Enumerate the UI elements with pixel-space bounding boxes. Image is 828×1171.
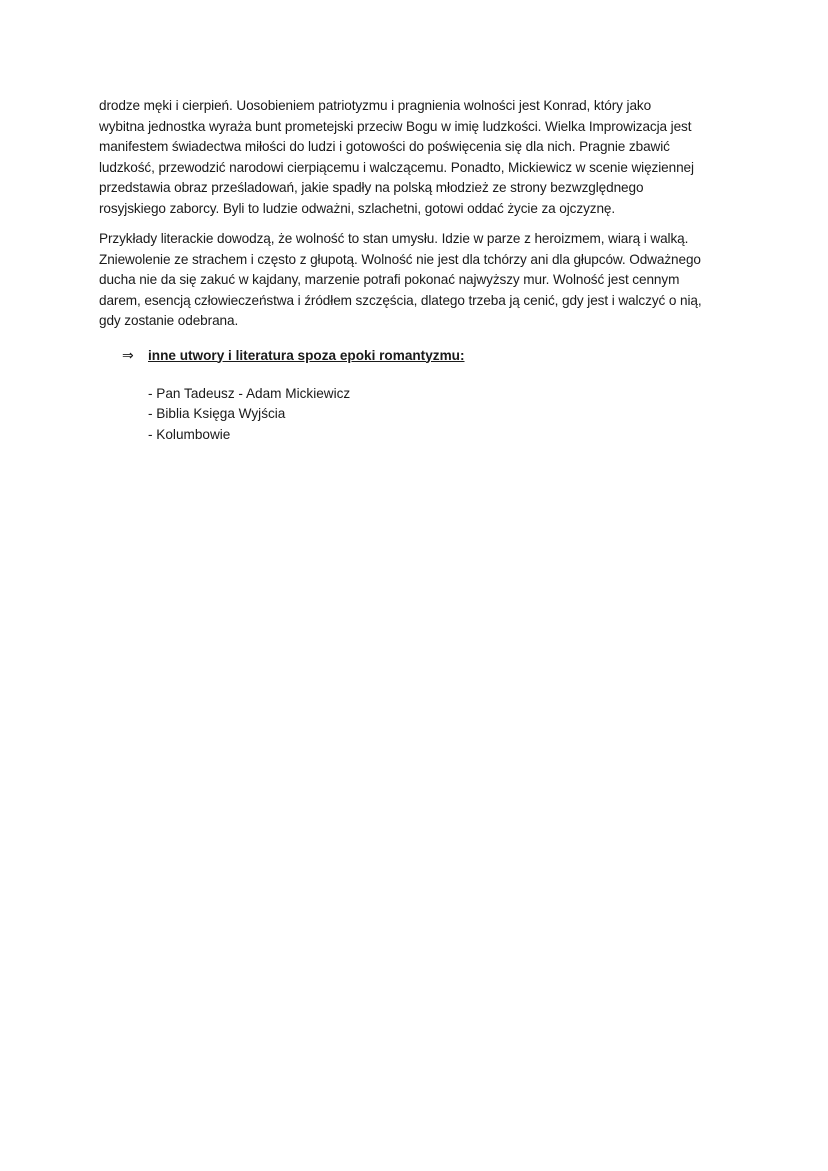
works-list (148, 384, 739, 446)
document-body (99, 96, 739, 445)
section-heading-text: inne utwory i literatura spoza epoki romantyzmu: (148, 347, 465, 363)
paragraph-line: ludzkość, przewodzić narodowi cierpiącemu i walczącemu. Ponadto, Mickiewicz w scenie więziennej (99, 159, 694, 175)
paragraph-line: manifestem świadectwa miłości do ludzi i gotowości do poświęcenia się dla nich. Pragnie zbawić (99, 139, 670, 154)
paragraph-line: ducha nie da się zakuć w kajdany, marzenie potrafi pokonać najwyższy mur. Wolność jest cennym (99, 272, 680, 287)
list-item: - Biblia Księga Wyjścia (148, 406, 286, 421)
paragraph-line: Zniewolenie ze strachem i często z głupotą. Wolność nie jest dla tchórzy ani dla głupców. Odważnego (99, 251, 701, 267)
paragraph-line: drodze męki i cierpień. Uosobieniem patriotyzmu i pragnienia wolności jest Konrad, który jako (99, 98, 652, 113)
paragraph-konrad (99, 96, 739, 219)
paragraph-line: rosyjskiego zaborcy. Byli to ludzie odważni, szlachetni, gotowi oddać życie za ojczyznę. (99, 200, 616, 216)
paragraph-line: Przykłady literackie dowodzą, że wolność to stan umysłu. Idzie w parze z heroizmem, wiarą i walką. (99, 231, 689, 246)
list-item: - Pan Tadeusz - Adam Mickiewicz (148, 385, 351, 401)
paragraph-conclusion (99, 229, 739, 332)
section-heading (122, 346, 739, 366)
list-item: - Kolumbowie (148, 426, 231, 442)
paragraph-line: przedstawia obraz prześladowań, jakie spadły na polską młodzież ze strony bezwzględnego (99, 180, 644, 195)
paragraph-line: gdy zostanie odebrana. (99, 313, 239, 328)
paragraph-line: wybitna jednostka wyraża bunt prometejski przeciw Bogu w imię ludzkości. Wielka Improwizacja jest (99, 118, 692, 134)
paragraph-line: darem, esencją człowieczeństwa i źródłem szczęścia, dlatego trzeba ją cenić, gdy jest i walczyć o nią, (99, 292, 702, 308)
double-arrow-icon: ⇒ (122, 347, 134, 364)
